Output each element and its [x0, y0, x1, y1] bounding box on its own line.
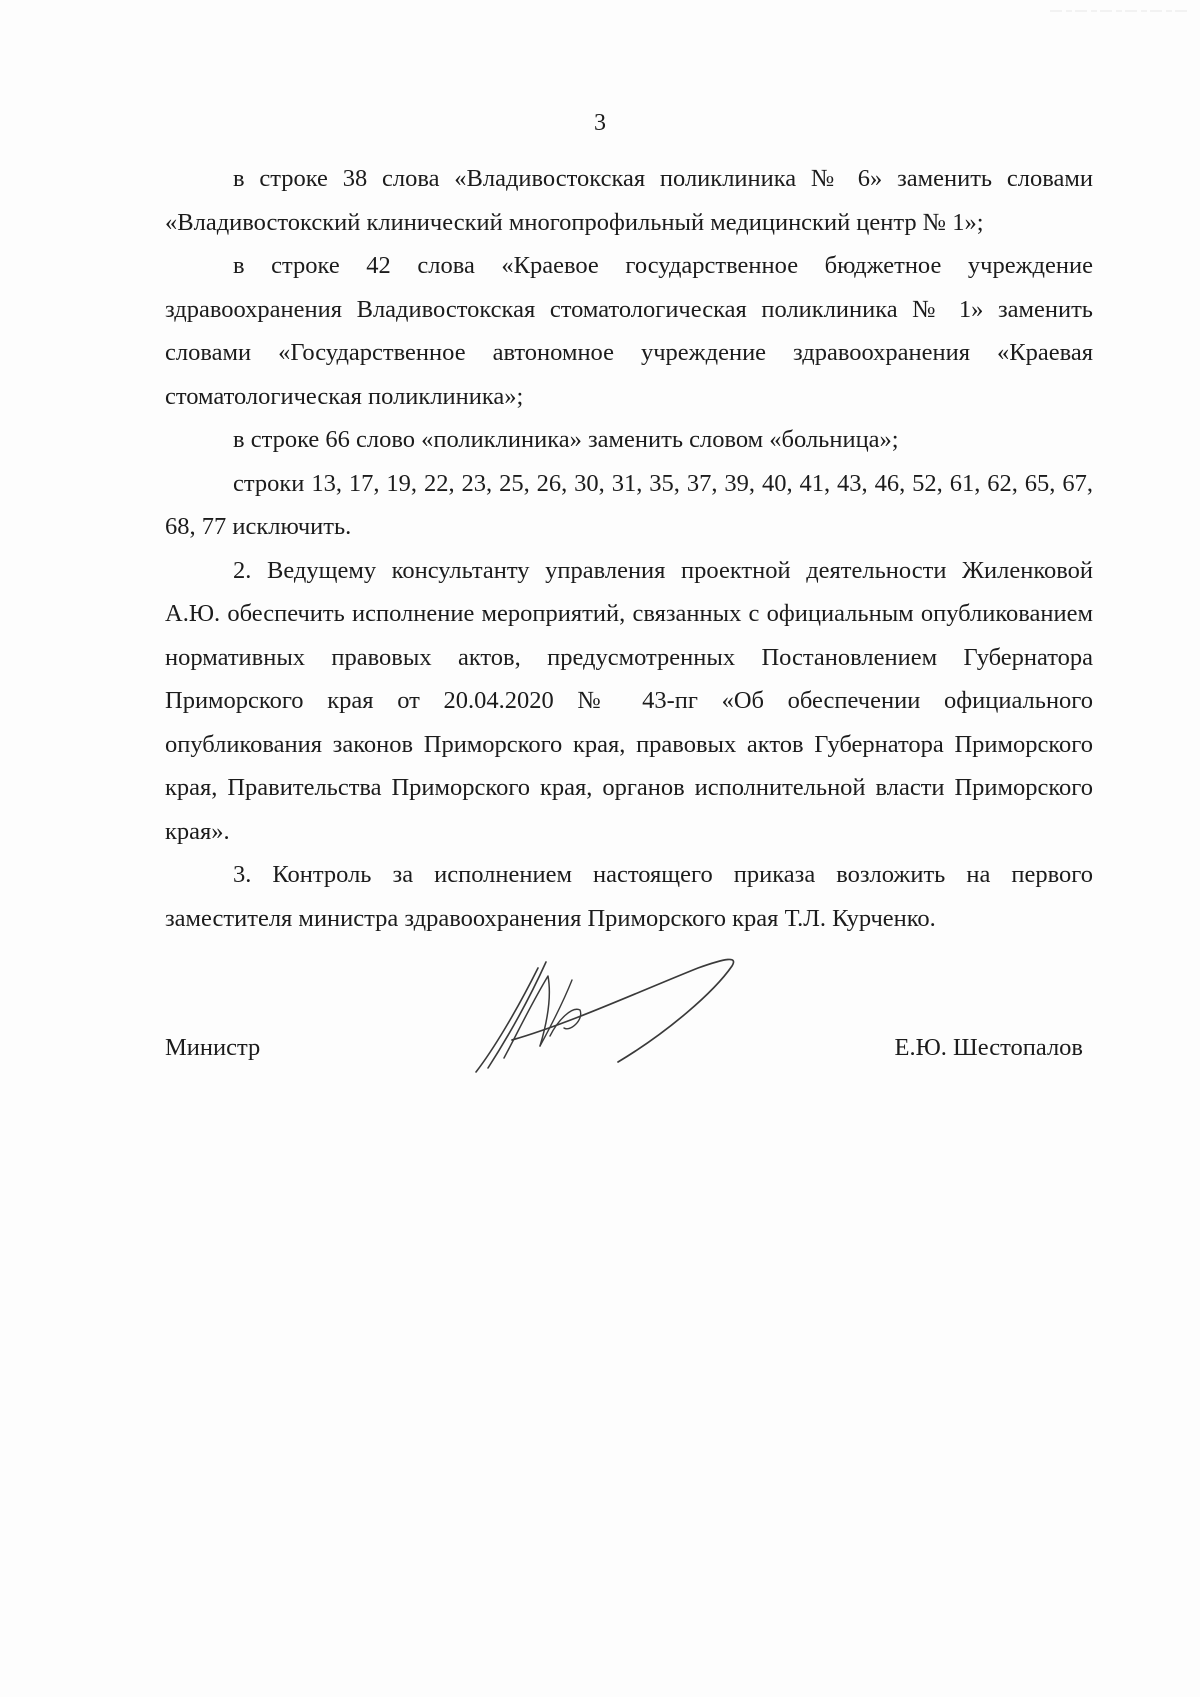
- scan-artifact: [1050, 0, 1190, 3]
- signature-block: [165, 1028, 1083, 1068]
- paragraph-item-3: 3. Контроль за исполнением настоящего приказа возложить на первого заместителя министра здравоохранения Приморского края Т.Л. Курченко.: [165, 861, 1093, 932]
- signatory-name: Е.Ю. Шестопалов: [894, 1034, 1083, 1061]
- paragraph-line-42: в строке 42 слова «Краевое государственное бюджетное учреждение здравоохранения Владивостокская стоматологическая поликлиника № 1» заменить словами «Государственное автономное учреждение здравоохранения «Краевая стоматологическая поликлиника»;: [165, 252, 1093, 410]
- paragraph-line-66: в строке 66 слово «поликлиника» заменить словом «больница»;: [233, 426, 899, 453]
- page-number: 3: [594, 110, 606, 136]
- paragraph-excluded-lines: строки 13, 17, 19, 22, 23, 25, 26, 30, 31, 35, 37, 39, 40, 41, 43, 46, 52, 61, 62, 65, 67, 68, 77 исключить.: [165, 469, 1093, 540]
- paragraph-item-2: 2. Ведущему консультанту управления проектной деятельности Жиленковой А.Ю. обеспечить исполнение мероприятий, связанных с официальным опубликованием нормативных правовых актов, предусмотренных Постановлением Губернатора Приморского края от 20.04.2020 № 43-пг «Об обеспечении официального опубликования законов Приморского края, правовых актов Губернатора Приморского края, Правительства Приморского края, органов исполнительной власти Приморского края».: [165, 556, 1093, 845]
- signatory-title: Министр: [165, 1034, 261, 1061]
- paragraph-line-38: в строке 38 слова «Владивостокская поликлиника № 6» заменить словами «Владивостокский клинический многопрофильный медицинский центр № 1»;: [165, 165, 1093, 236]
- document-body: [165, 157, 1093, 940]
